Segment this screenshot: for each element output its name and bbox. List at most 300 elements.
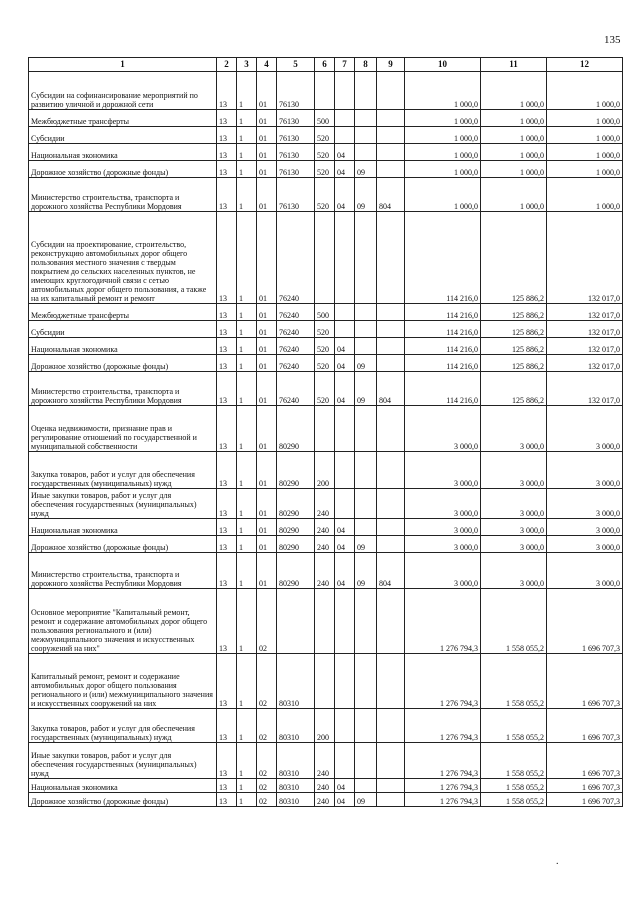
col2-cell: 13 [217,338,237,355]
amount-2024-cell: 1 558 055,2 [481,743,547,779]
amount-2023-cell: 1 276 794,3 [405,779,481,793]
amount-2024-cell: 125 886,2 [481,372,547,406]
col9-cell [377,355,405,372]
col8-cell: 09 [355,553,377,589]
col9-cell [377,321,405,338]
col8-cell: 09 [355,355,377,372]
name-cell: Дорожное хозяйство (дорожные фонды) [29,793,217,807]
col8-cell [355,144,377,161]
amount-2023-cell: 1 000,0 [405,127,481,144]
amount-2024-cell: 125 886,2 [481,338,547,355]
col4-cell: 02 [257,589,277,654]
col3-cell: 1 [237,406,257,452]
amount-2023-cell: 3 000,0 [405,536,481,553]
col3-cell: 1 [237,321,257,338]
col3-cell: 1 [237,372,257,406]
name-cell: Национальная экономика [29,338,217,355]
col3-cell: 1 [237,304,257,321]
col2-cell: 13 [217,536,237,553]
table-row [29,743,623,779]
col3-cell: 1 [237,161,257,178]
amount-2025-cell: 132 017,0 [547,304,623,321]
col6-cell: 520 [315,144,335,161]
amount-2024-cell: 3 000,0 [481,406,547,452]
col7-cell [335,489,355,519]
col4-cell: 01 [257,519,277,536]
col7-cell: 04 [335,536,355,553]
column-header: 1 [29,58,217,72]
amount-2023-cell: 1 000,0 [405,161,481,178]
amount-2024-cell: 3 000,0 [481,489,547,519]
column-header: 8 [355,58,377,72]
name-cell: Министерство строительства, транспорта и дорожного хозяйства Республики Мордовия [29,553,217,589]
amount-2025-cell: 1 000,0 [547,72,623,110]
col8-cell [355,519,377,536]
col5-cell: 80310 [277,654,315,709]
amount-2023-cell: 1 276 794,3 [405,793,481,807]
table-row [29,709,623,743]
col7-cell [335,127,355,144]
col6-cell: 520 [315,338,335,355]
col2-cell: 13 [217,127,237,144]
table-row [29,589,623,654]
table-row [29,519,623,536]
amount-2023-cell: 114 216,0 [405,355,481,372]
col6-cell [315,654,335,709]
col5-cell: 80310 [277,709,315,743]
col2-cell: 13 [217,654,237,709]
col4-cell: 01 [257,127,277,144]
col5-cell: 76130 [277,72,315,110]
amount-2025-cell: 132 017,0 [547,338,623,355]
amount-2024-cell: 125 886,2 [481,212,547,304]
amount-2025-cell: 1 696 707,3 [547,779,623,793]
amount-2025-cell: 3 000,0 [547,406,623,452]
col8-cell [355,212,377,304]
col8-cell: 09 [355,372,377,406]
name-cell: Субсидии [29,321,217,338]
col2-cell: 13 [217,355,237,372]
col3-cell: 1 [237,709,257,743]
col3-cell: 1 [237,212,257,304]
col7-cell: 04 [335,519,355,536]
amount-2025-cell: 132 017,0 [547,355,623,372]
table-row [29,553,623,589]
column-header: 6 [315,58,335,72]
col5-cell: 76240 [277,212,315,304]
col8-cell [355,743,377,779]
amount-2025-cell: 132 017,0 [547,321,623,338]
col9-cell [377,304,405,321]
amount-2024-cell: 125 886,2 [481,304,547,321]
col6-cell: 520 [315,355,335,372]
amount-2024-cell: 125 886,2 [481,321,547,338]
col8-cell: 09 [355,536,377,553]
col5-cell: 76240 [277,338,315,355]
col5-cell: 80310 [277,779,315,793]
amount-2023-cell: 1 276 794,3 [405,709,481,743]
amount-2023-cell: 114 216,0 [405,321,481,338]
amount-2024-cell: 1 558 055,2 [481,709,547,743]
page-number: 135 [604,34,621,46]
col4-cell: 01 [257,452,277,489]
amount-2023-cell: 3 000,0 [405,406,481,452]
amount-2023-cell: 114 216,0 [405,338,481,355]
col6-cell: 520 [315,161,335,178]
table-row [29,793,623,807]
col5-cell: 76240 [277,304,315,321]
col6-cell: 520 [315,321,335,338]
col9-cell: 804 [377,372,405,406]
col6-cell [315,212,335,304]
amount-2024-cell: 125 886,2 [481,355,547,372]
name-cell: Национальная экономика [29,779,217,793]
col6-cell [315,589,335,654]
col7-cell [335,589,355,654]
col7-cell [335,212,355,304]
col2-cell: 13 [217,321,237,338]
col3-cell: 1 [237,355,257,372]
col3-cell: 1 [237,110,257,127]
col8-cell [355,654,377,709]
col9-cell [377,161,405,178]
name-cell: Основное мероприятие "Капитальный ремонт, ремонт и содержание автомобильных дорог общего пользования регионального и (или) межмуниципального значения и искусственных сооружений на них" [29,589,217,654]
col4-cell: 02 [257,779,277,793]
col7-cell [335,321,355,338]
col5-cell: 76130 [277,178,315,212]
col9-cell [377,779,405,793]
col8-cell [355,338,377,355]
amount-2023-cell: 3 000,0 [405,452,481,489]
table-header-row [29,58,623,72]
amount-2023-cell: 114 216,0 [405,304,481,321]
footer-mark: . [556,856,559,867]
amount-2025-cell: 1 000,0 [547,161,623,178]
col3-cell: 1 [237,654,257,709]
col8-cell [355,489,377,519]
col8-cell [355,406,377,452]
col7-cell [335,709,355,743]
col8-cell: 09 [355,161,377,178]
col4-cell: 02 [257,654,277,709]
amount-2024-cell: 1 558 055,2 [481,779,547,793]
amount-2025-cell: 3 000,0 [547,519,623,536]
col9-cell [377,536,405,553]
table-row [29,72,623,110]
col9-cell: 804 [377,553,405,589]
col4-cell: 01 [257,338,277,355]
col9-cell [377,72,405,110]
amount-2023-cell: 114 216,0 [405,372,481,406]
col5-cell: 80290 [277,536,315,553]
col5-cell: 80290 [277,489,315,519]
col7-cell: 04 [335,144,355,161]
amount-2025-cell: 1 000,0 [547,178,623,212]
name-cell: Дорожное хозяйство (дорожные фонды) [29,355,217,372]
table-body [29,72,623,807]
name-cell: Министерство строительства, транспорта и дорожного хозяйства Республики Мордовия [29,178,217,212]
col7-cell: 04 [335,793,355,807]
col6-cell: 500 [315,110,335,127]
col4-cell: 01 [257,321,277,338]
amount-2023-cell: 1 000,0 [405,144,481,161]
amount-2023-cell: 1 000,0 [405,72,481,110]
col6-cell: 240 [315,779,335,793]
col8-cell: 09 [355,178,377,212]
table-row [29,127,623,144]
col4-cell: 01 [257,178,277,212]
col9-cell [377,519,405,536]
amount-2025-cell: 132 017,0 [547,212,623,304]
col7-cell [335,110,355,127]
col3-cell: 1 [237,338,257,355]
col4-cell: 01 [257,304,277,321]
col5-cell: 80290 [277,519,315,536]
col8-cell [355,304,377,321]
col4-cell: 01 [257,355,277,372]
col4-cell: 01 [257,406,277,452]
col4-cell: 01 [257,110,277,127]
table-row [29,372,623,406]
col6-cell: 500 [315,304,335,321]
name-cell: Межбюджетные трансферты [29,304,217,321]
amount-2025-cell: 1 696 707,3 [547,589,623,654]
table-row [29,406,623,452]
table-row [29,178,623,212]
col5-cell: 76130 [277,110,315,127]
col9-cell [377,406,405,452]
col9-cell [377,452,405,489]
col6-cell [315,406,335,452]
amount-2023-cell: 1 000,0 [405,178,481,212]
col3-cell: 1 [237,779,257,793]
amount-2024-cell: 3 000,0 [481,553,547,589]
table-row [29,304,623,321]
col2-cell: 13 [217,372,237,406]
col3-cell: 1 [237,743,257,779]
col2-cell: 13 [217,144,237,161]
name-cell: Субсидии на проектирование, строительство, реконструкцию автомобильных дорог общего пользования местного значения с твердым покрытием до сельских населенных пунктов, не имеющих круглогодичной связи с сетью автомобильных дорог общего пользования, а также на их капитальный ремонт и ремонт [29,212,217,304]
name-cell: Межбюджетные трансферты [29,110,217,127]
amount-2025-cell: 1 000,0 [547,144,623,161]
col9-cell [377,144,405,161]
amount-2023-cell: 3 000,0 [405,519,481,536]
name-cell: Дорожное хозяйство (дорожные фонды) [29,161,217,178]
col5-cell: 80290 [277,553,315,589]
name-cell: Иные закупки товаров, работ и услуг для обеспечения государственных (муниципальных) нужд [29,489,217,519]
col4-cell: 01 [257,72,277,110]
amount-2024-cell: 1 000,0 [481,72,547,110]
amount-2023-cell: 1 276 794,3 [405,589,481,654]
col4-cell: 01 [257,489,277,519]
col7-cell: 04 [335,372,355,406]
table-row [29,779,623,793]
col6-cell: 520 [315,178,335,212]
table-row [29,110,623,127]
amount-2025-cell: 1 000,0 [547,127,623,144]
col3-cell: 1 [237,144,257,161]
amount-2025-cell: 132 017,0 [547,372,623,406]
col2-cell: 13 [217,589,237,654]
col7-cell: 04 [335,178,355,212]
column-header: 3 [237,58,257,72]
col6-cell: 240 [315,793,335,807]
col4-cell: 01 [257,553,277,589]
col2-cell: 13 [217,489,237,519]
table-row [29,212,623,304]
amount-2023-cell: 3 000,0 [405,553,481,589]
column-header: 5 [277,58,315,72]
amount-2024-cell: 1 558 055,2 [481,589,547,654]
col3-cell: 1 [237,489,257,519]
col9-cell [377,110,405,127]
col5-cell: 76240 [277,355,315,372]
col7-cell: 04 [335,161,355,178]
col7-cell: 04 [335,553,355,589]
col6-cell: 200 [315,452,335,489]
budget-table [28,57,623,807]
col5-cell [277,589,315,654]
col7-cell [335,304,355,321]
col8-cell [355,72,377,110]
col6-cell: 240 [315,553,335,589]
col6-cell: 240 [315,489,335,519]
amount-2024-cell: 1 000,0 [481,144,547,161]
amount-2025-cell: 1 696 707,3 [547,793,623,807]
col2-cell: 13 [217,304,237,321]
col4-cell: 02 [257,709,277,743]
col3-cell: 1 [237,72,257,110]
col6-cell: 240 [315,536,335,553]
name-cell: Субсидии [29,127,217,144]
col5-cell: 76240 [277,321,315,338]
amount-2025-cell: 3 000,0 [547,452,623,489]
col7-cell [335,452,355,489]
col6-cell: 200 [315,709,335,743]
amount-2024-cell: 1 000,0 [481,161,547,178]
amount-2025-cell: 1 696 707,3 [547,654,623,709]
column-header: 12 [547,58,623,72]
amount-2025-cell: 3 000,0 [547,536,623,553]
amount-2024-cell: 1 558 055,2 [481,654,547,709]
amount-2025-cell: 3 000,0 [547,489,623,519]
col6-cell: 520 [315,127,335,144]
col5-cell: 80310 [277,743,315,779]
amount-2024-cell: 1 000,0 [481,127,547,144]
name-cell: Национальная экономика [29,144,217,161]
col8-cell [355,321,377,338]
col4-cell: 01 [257,161,277,178]
amount-2025-cell: 3 000,0 [547,553,623,589]
column-header: 11 [481,58,547,72]
col8-cell [355,452,377,489]
table-row [29,452,623,489]
col6-cell [315,72,335,110]
col9-cell [377,743,405,779]
col4-cell: 01 [257,212,277,304]
col6-cell: 240 [315,519,335,536]
col8-cell [355,110,377,127]
amount-2024-cell: 1 558 055,2 [481,793,547,807]
amount-2024-cell: 3 000,0 [481,519,547,536]
col4-cell: 01 [257,144,277,161]
col7-cell: 04 [335,338,355,355]
amount-2024-cell: 1 000,0 [481,110,547,127]
col3-cell: 1 [237,178,257,212]
table-row [29,536,623,553]
col5-cell: 80310 [277,793,315,807]
col5-cell: 76130 [277,127,315,144]
col2-cell: 13 [217,779,237,793]
col9-cell [377,127,405,144]
amount-2025-cell: 1 696 707,3 [547,743,623,779]
col2-cell: 13 [217,110,237,127]
col8-cell [355,589,377,654]
name-cell: Иные закупки товаров, работ и услуг для обеспечения государственных (муниципальных) нужд [29,743,217,779]
col6-cell: 240 [315,743,335,779]
table-row [29,144,623,161]
col7-cell [335,743,355,779]
amount-2023-cell: 3 000,0 [405,489,481,519]
table-row [29,654,623,709]
col2-cell: 13 [217,519,237,536]
amount-2024-cell: 3 000,0 [481,452,547,489]
col2-cell: 13 [217,743,237,779]
col2-cell: 13 [217,709,237,743]
col9-cell [377,589,405,654]
col4-cell: 01 [257,536,277,553]
name-cell: Субсидии на софинансирование мероприятий по развитию уличной и дорожной сети [29,72,217,110]
amount-2023-cell: 1 000,0 [405,110,481,127]
col9-cell [377,654,405,709]
name-cell: Дорожное хозяйство (дорожные фонды) [29,536,217,553]
col5-cell: 80290 [277,452,315,489]
amount-2023-cell: 1 276 794,3 [405,654,481,709]
col2-cell: 13 [217,406,237,452]
col7-cell [335,406,355,452]
col2-cell: 13 [217,72,237,110]
col7-cell [335,654,355,709]
column-header: 7 [335,58,355,72]
col9-cell [377,489,405,519]
col3-cell: 1 [237,452,257,489]
col3-cell: 1 [237,536,257,553]
table-row [29,161,623,178]
col3-cell: 1 [237,519,257,536]
name-cell: Капитальный ремонт, ремонт и содержание автомобильных дорог общего пользования регионального и (или) межмуниципального значения и искусственных сооружений на них [29,654,217,709]
table-row [29,355,623,372]
col7-cell: 04 [335,779,355,793]
name-cell: Национальная экономика [29,519,217,536]
col6-cell: 520 [315,372,335,406]
col5-cell: 76130 [277,161,315,178]
col9-cell [377,212,405,304]
col7-cell [335,72,355,110]
col3-cell: 1 [237,589,257,654]
col2-cell: 13 [217,212,237,304]
name-cell: Закупка товаров, работ и услуг для обеспечения государственных (муниципальных) нужд [29,709,217,743]
name-cell: Оценка недвижимости, признание прав и регулирование отношений по государственной и муниципальной собственности [29,406,217,452]
amount-2023-cell: 1 276 794,3 [405,743,481,779]
amount-2025-cell: 1 000,0 [547,110,623,127]
col4-cell: 01 [257,372,277,406]
col5-cell: 76130 [277,144,315,161]
col4-cell: 02 [257,793,277,807]
col8-cell [355,709,377,743]
name-cell: Закупка товаров, работ и услуг для обеспечения государственных (муниципальных) нужд [29,452,217,489]
col2-cell: 13 [217,452,237,489]
col8-cell [355,127,377,144]
